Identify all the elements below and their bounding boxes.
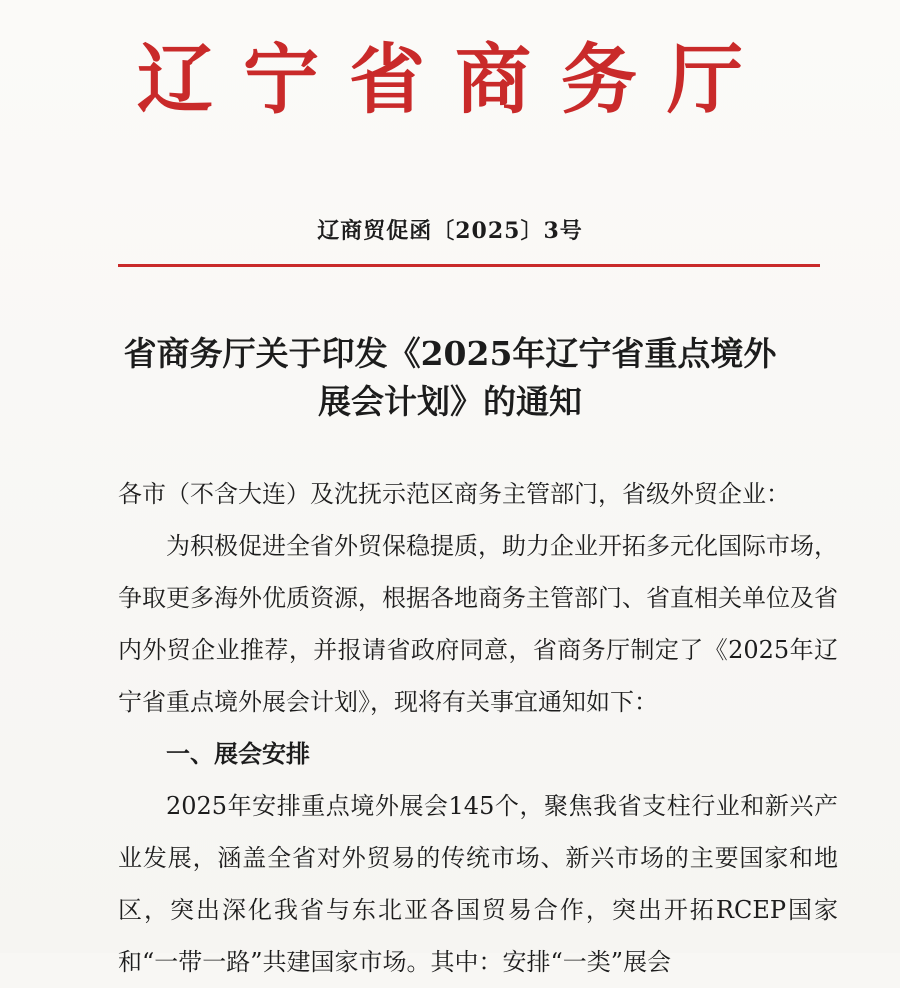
notice-title-line-2: 展会计划》的通知 — [318, 382, 582, 421]
masthead-title: 辽宁省商务厅 — [137, 35, 773, 124]
red-divider-line — [118, 264, 820, 267]
document-number: 辽商贸促函〔2025〕3号 — [317, 218, 583, 244]
paragraph-intro: 为积极促进全省外贸保稳提质，助力企业开拓多元化国际市场，争取更多海外优质资源，根据各地商务主管部门、省直相关单位及省内外贸企业推荐，并报请省政府同意，省商务厅制定了《2025年辽宁省重点境外展会计划》，现将有关事宜通知如下： — [118, 532, 838, 716]
section-heading-exhibition-arrangement: 一、展会安排 — [166, 739, 310, 768]
body-content — [118, 520, 838, 988]
paragraph-exhibition-details: 2025年安排重点境外展会145个，聚焦我省支柱行业和新兴产业发展，涵盖全省对外贸易的传统市场、新兴市场的主要国家和地区，突出深化我省与东北亚各国贸易合作，突出开拓RCEP国家和“一带一路”共建国家市场。其中：安排“一类”展会 — [118, 792, 838, 976]
notice-title-line-1: 省商务厅关于印发《2025年辽宁省重点境外 — [123, 334, 777, 373]
notice-title — [0, 330, 900, 426]
salutation: 各市（不含大连）及沈抚示范区商务主管部门，省级外贸企业： — [118, 480, 790, 508]
